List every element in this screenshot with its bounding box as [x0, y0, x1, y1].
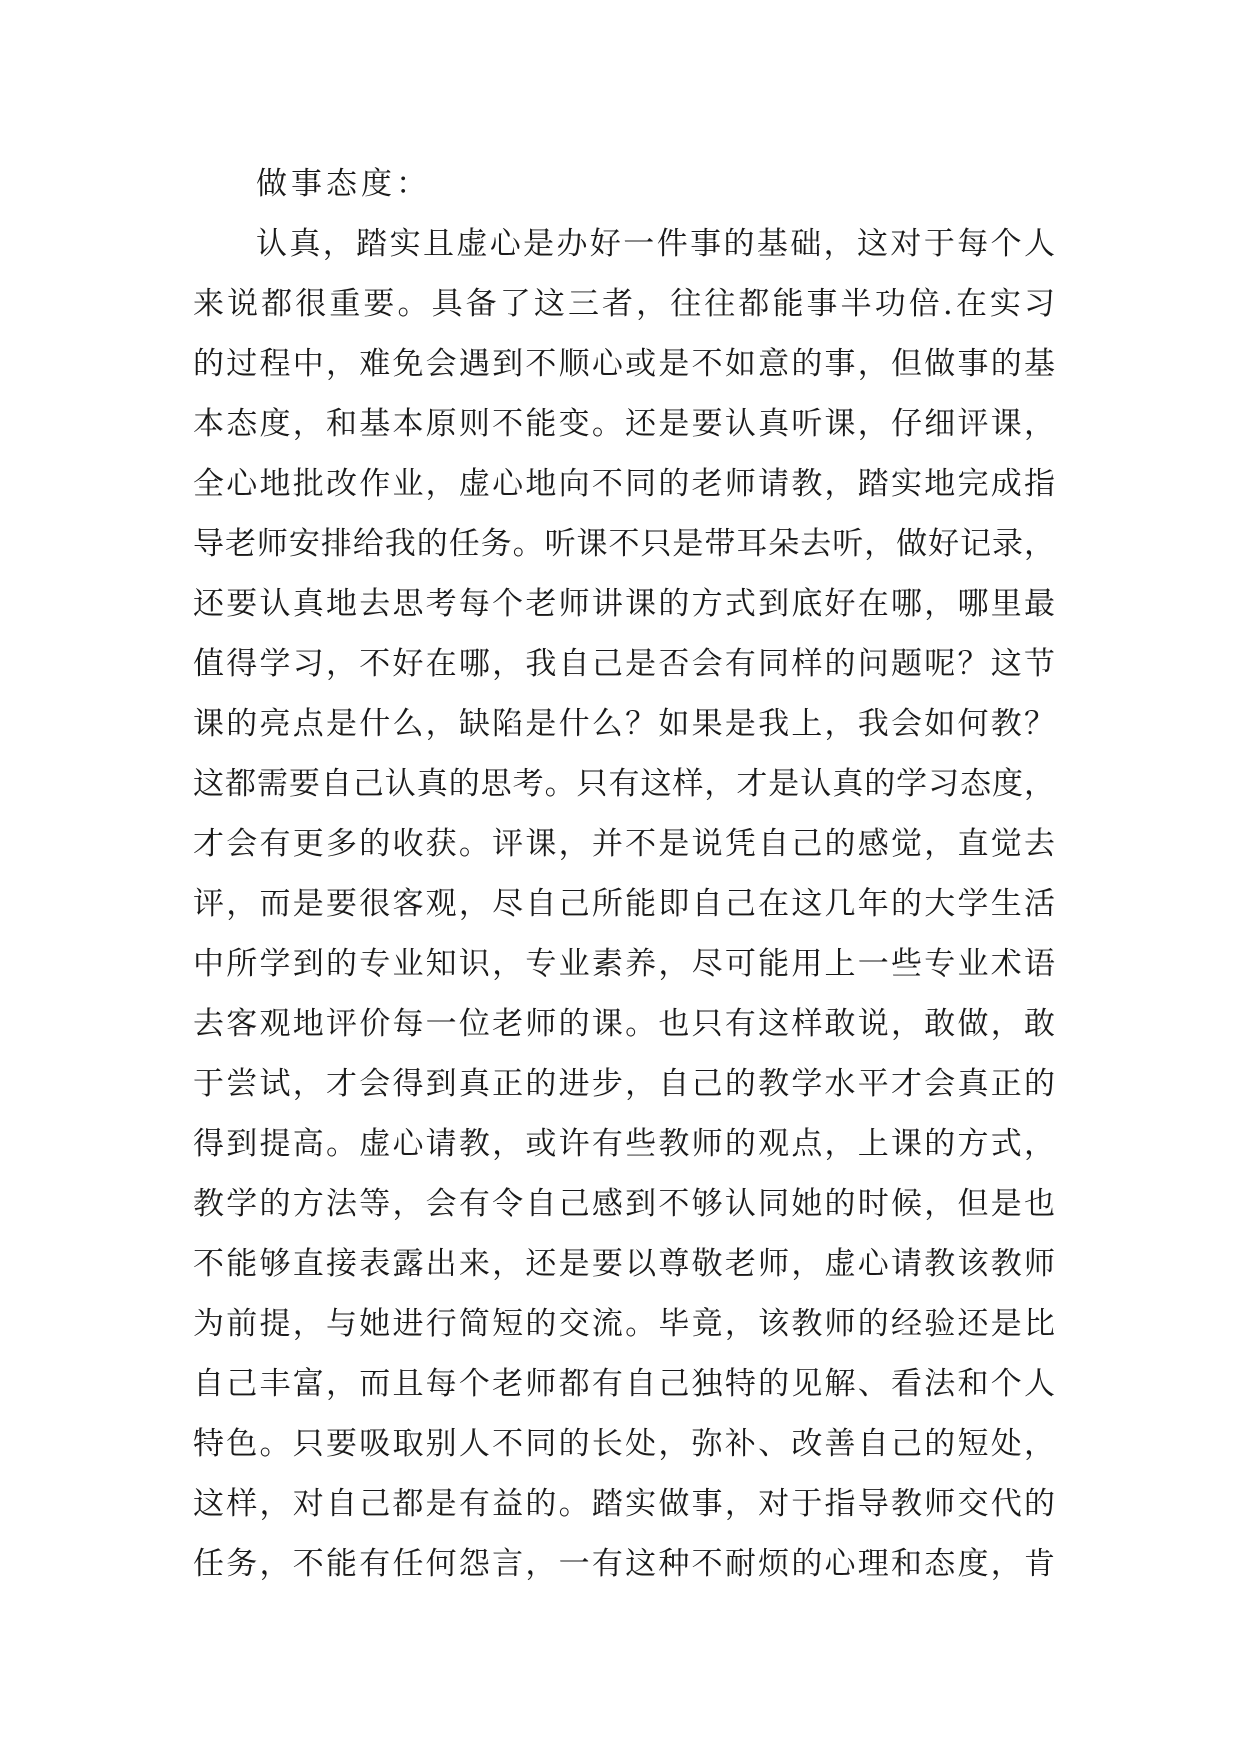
- section-heading: 做事态度：: [256, 166, 431, 202]
- paragraph-line: 特色。只要吸取别人不同的长处，弥补、改善自己的短处，: [193, 1426, 1055, 1462]
- paragraph-line: 才会有更多的收获。评课，并不是说凭自己的感觉，直觉去: [193, 826, 1055, 862]
- paragraph-line: 为前提，与她进行简短的交流。毕竟，该教师的经验还是比: [193, 1306, 1055, 1342]
- paragraph-line: 值得学习，不好在哪，我自己是否会有同样的问题呢？这节: [193, 646, 1055, 682]
- paragraph-line: 这样，对自己都是有益的。踏实做事，对于指导教师交代的: [193, 1486, 1055, 1522]
- paragraph-line: 导老师安排给我的任务。听课不只是带耳朵去听，做好记录，: [193, 526, 1055, 562]
- paragraph-line: 全心地批改作业，虚心地向不同的老师请教，踏实地完成指: [193, 466, 1055, 502]
- paragraph-line: 得到提高。虚心请教，或许有些教师的观点，上课的方式，: [193, 1126, 1055, 1162]
- paragraph-line: 评，而是要很客观，尽自己所能即自己在这几年的大学生活: [193, 886, 1055, 922]
- paragraph-line: 于尝试，才会得到真正的进步，自己的教学水平才会真正的: [193, 1066, 1055, 1102]
- paragraph-line: 任务，不能有任何怨言，一有这种不耐烦的心理和态度，肯: [193, 1546, 1055, 1582]
- paragraph-line: 还要认真地去思考每个老师讲课的方式到底好在哪，哪里最: [193, 586, 1055, 622]
- paragraph-line: 这都需要自己认真的思考。只有这样，才是认真的学习态度，: [193, 766, 1055, 802]
- paragraph-line: 教学的方法等，会有令自己感到不够认同她的时候，但是也: [193, 1186, 1055, 1222]
- paragraph-line: 的过程中，难免会遇到不顺心或是不如意的事，但做事的基: [193, 346, 1055, 382]
- paragraph-line: 去客观地评价每一位老师的课。也只有这样敢说，敢做，敢: [193, 1006, 1055, 1042]
- paragraph-line: 自己丰富，而且每个老师都有自己独特的见解、看法和个人: [193, 1366, 1055, 1402]
- paragraph-line: 来说都很重要。具备了这三者，往往都能事半功倍.在实习: [193, 286, 1055, 322]
- paragraph-line: 中所学到的专业知识，专业素养，尽可能用上一些专业术语: [193, 946, 1055, 982]
- paragraph-line: 认真，踏实且虚心是办好一件事的基础，这对于每个人: [256, 226, 1055, 262]
- paragraph-line: 不能够直接表露出来，还是要以尊敬老师，虚心请教该教师: [193, 1246, 1055, 1282]
- paragraph-line: 本态度，和基本原则不能变。还是要认真听课，仔细评课，: [193, 406, 1055, 442]
- paragraph-line: 课的亮点是什么，缺陷是什么？如果是我上，我会如何教？: [193, 706, 1055, 742]
